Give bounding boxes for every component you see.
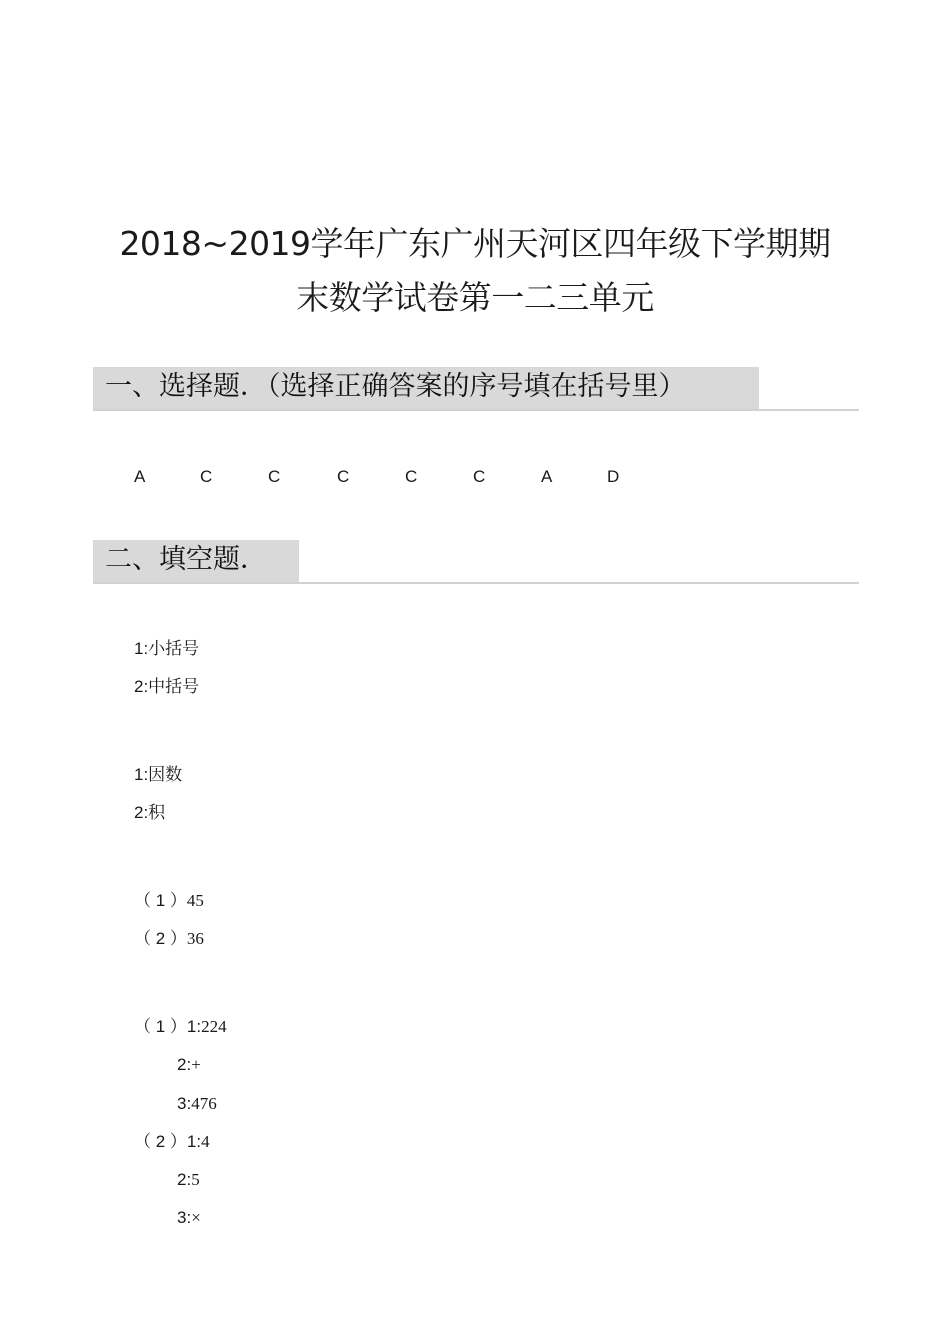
answer-value: 476 — [191, 1094, 217, 1113]
fill-answer-line — [177, 1169, 200, 1191]
sub-question-prefix: （ 2 ） — [134, 929, 187, 948]
choice-answer: A — [134, 467, 146, 486]
answer-value: 4 — [201, 1132, 210, 1151]
sub-question-prefix: （ 1 ） — [134, 891, 187, 910]
blank-index: 3: — [177, 1208, 192, 1227]
blank-index: 2: — [177, 1170, 192, 1189]
section-2-heading: 二、填空题． — [105, 544, 267, 575]
fill-answer-line — [177, 1054, 201, 1076]
choice-answer: C — [337, 467, 350, 486]
fill-answer-line — [177, 1207, 201, 1229]
fill-answer-line — [134, 1016, 227, 1038]
section-1-rule — [93, 409, 859, 411]
answer-value: + — [191, 1055, 201, 1074]
answer-value: 5 — [191, 1170, 200, 1189]
fill-answer-line: 1:小括号 — [134, 639, 200, 658]
answer-value: 36 — [186, 929, 204, 948]
document-title-line-1: 2018~2019学年广东广州天河区四年级下学期期 — [119, 224, 831, 263]
answer-value: 45 — [186, 891, 204, 910]
choice-answer: A — [541, 467, 553, 486]
choice-answer: C — [405, 467, 418, 486]
choice-answer: C — [473, 467, 486, 486]
fill-answer-line: 2:中括号 — [134, 677, 200, 696]
section-1-heading: 一、选择题．（选择正确答案的序号填在括号里） — [105, 371, 686, 402]
section-1-header — [93, 367, 859, 411]
sub-question-prefix: （ 2 ） — [134, 1132, 187, 1151]
answer-value: × — [191, 1208, 201, 1227]
choice-answer: C — [268, 467, 281, 486]
fill-answer-line — [134, 928, 204, 950]
section-2-rule — [93, 582, 859, 584]
blank-index: 1: — [186, 1017, 202, 1036]
blank-index: 2: — [177, 1055, 192, 1074]
fill-answer-line — [177, 1093, 217, 1115]
blank-index: 1: — [186, 1132, 202, 1151]
blank-index: 3: — [177, 1094, 192, 1113]
document-title-line-2: 末数学试卷第一二三单元 — [296, 278, 654, 317]
fill-answer-line — [134, 890, 204, 912]
choice-answer: D — [607, 467, 620, 486]
section-2-header — [93, 540, 859, 584]
choice-answer: C — [200, 467, 213, 486]
fill-answer-line: 2:积 — [134, 803, 166, 822]
fill-answer-line: 1:因数 — [134, 765, 183, 784]
answer-value: 224 — [201, 1017, 227, 1036]
fill-answer-line — [134, 1131, 210, 1153]
sub-question-prefix: （ 1 ） — [134, 1017, 187, 1036]
